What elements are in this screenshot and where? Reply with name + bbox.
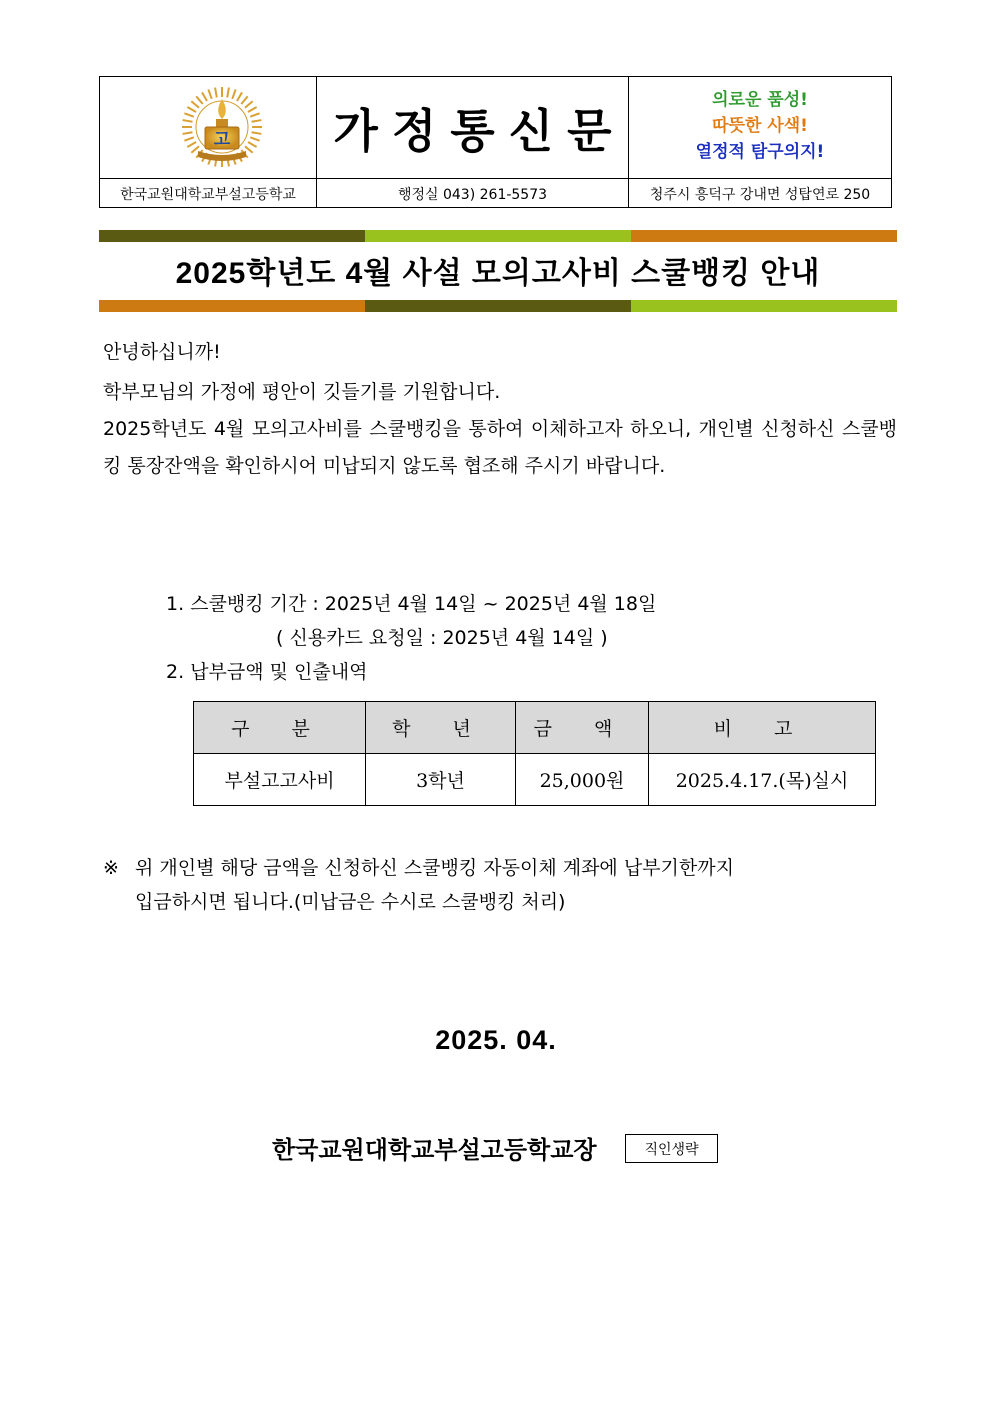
title-bar-top — [99, 230, 897, 242]
column-header: 학 년 — [366, 702, 516, 754]
note-line-2: 입금하시면 됩니다.(미납금은 수시로 스쿨뱅킹 처리) — [135, 891, 566, 913]
emblem-ray — [187, 107, 196, 112]
body-paragraph — [103, 374, 897, 485]
emblem-ray — [252, 132, 262, 134]
body-line-1: 학부모님의 가정에 평안이 깃들기를 기원합니다. — [103, 381, 501, 403]
bar-segment — [365, 230, 631, 242]
column-header: 비 고 — [649, 702, 876, 754]
bar-segment — [99, 300, 365, 312]
table-cell: 부설고고사비 — [194, 754, 366, 806]
emblem-ray — [183, 132, 193, 134]
emblem-ray — [250, 137, 259, 140]
title-bar-bottom — [99, 300, 897, 312]
fee-table — [193, 701, 876, 806]
bar-segment — [631, 230, 897, 242]
bar-segment — [99, 230, 365, 242]
table-cell: 2025.4.17.(목)실시 — [649, 754, 876, 806]
emblem-ray — [252, 120, 262, 122]
bar-segment — [365, 300, 631, 312]
reference-mark: ※ — [103, 857, 119, 879]
issue-date: 2025. 04. — [435, 1025, 557, 1055]
logo-cell — [100, 77, 317, 179]
emblem-ray — [183, 120, 193, 122]
masthead-title: 가정통신문 — [333, 103, 626, 158]
motto-line-1: 의로운 품성! — [712, 90, 808, 110]
principal-signature: 한국교원대학교부설고등학교장 — [272, 1135, 597, 1164]
emblem-ray — [248, 107, 257, 112]
emblem-ray — [250, 113, 259, 116]
emblem-ray — [191, 146, 199, 152]
banking-period: 1. 스쿨뱅킹 기간 : 2025년 4월 14일 ~ 2025년 4월 18일 — [166, 593, 657, 615]
motto — [629, 87, 891, 165]
school-name: 한국교원대학교부설고등학교 — [100, 179, 317, 208]
motto-cell — [629, 77, 891, 179]
newsletter-header — [99, 76, 892, 208]
school-address: 청주시 흥덕구 강내면 성탑연로 250 — [649, 186, 871, 203]
table-cell: 25,000원 — [516, 754, 649, 806]
motto-line-3: 열정적 탐구의지! — [695, 142, 825, 162]
emblem-ray — [187, 142, 196, 147]
emblem-ray — [248, 142, 257, 147]
emblem-ray — [202, 92, 207, 101]
emblem-ray — [245, 101, 253, 107]
table-cell: 3학년 — [366, 754, 516, 806]
emblem-ray — [237, 92, 242, 101]
emblem-ray — [241, 96, 247, 104]
emblem-ray — [245, 146, 253, 152]
greeting: 안녕하십니까! — [103, 341, 221, 363]
column-header: 금 액 — [516, 702, 649, 754]
bar-segment — [631, 300, 897, 312]
emblem-ray — [196, 96, 202, 104]
emblem-ray — [232, 89, 235, 98]
table-header-row — [194, 702, 876, 754]
table-row — [194, 754, 876, 806]
emblem-ray — [184, 137, 193, 140]
emblem-ray — [184, 113, 193, 116]
seal-omitted-box: 직인생략 — [625, 1134, 718, 1163]
column-header: 구 분 — [194, 702, 366, 754]
notice-title: 2025학년도 4월 사설 모의고사비 스쿨뱅킹 안내 — [175, 257, 821, 290]
emblem-ray — [227, 88, 229, 98]
card-request-date: ( 신용카드 요청일 : 2025년 4월 14일 ) — [276, 627, 608, 649]
amount-heading: 2. 납부금액 및 인출내역 — [166, 661, 368, 683]
payment-note — [103, 851, 734, 919]
emblem-glyph: 고 — [213, 130, 231, 150]
motto-line-2: 따뜻한 사색! — [712, 116, 808, 136]
phone-number: 행정실 043) 261-5573 — [317, 179, 629, 208]
emblem-ray — [215, 88, 217, 98]
emblem-ray — [191, 101, 199, 107]
body-line-2: 2025학년도 4월 모의고사비를 스쿨뱅킹을 통하여 이체하고자 하오니, 개인별 신청하신 스쿨뱅킹 통장잔액을 확인하시어 미납되지 않도록 협조해 주시기 바랍니다. — [103, 418, 897, 477]
masthead-cell — [317, 77, 629, 179]
emblem-ray — [208, 89, 211, 98]
school-emblem-icon — [172, 85, 272, 173]
note-line-1: 위 개인별 해당 금액을 신청하신 스쿨뱅킹 자동이체 계좌에 납부기한까지 — [135, 857, 734, 879]
